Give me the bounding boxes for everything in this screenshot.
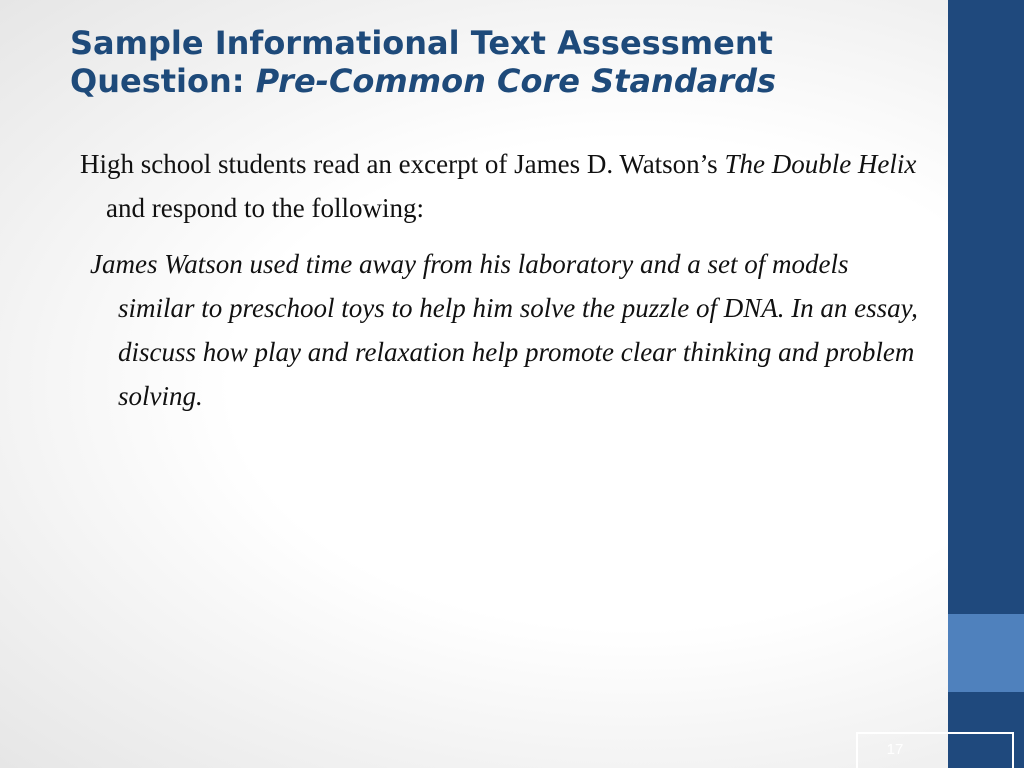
intro-text-after: and respond to the following: (106, 193, 424, 223)
slide-number: 17 (886, 741, 904, 758)
book-title: The Double Helix (724, 149, 917, 179)
intro-text-before: High school students read an excerpt of James D. Watson’s (80, 149, 725, 179)
intro-paragraph (80, 142, 930, 230)
title-line-2-prefix: Question: (70, 62, 256, 100)
essay-question: James Watson used time away from his laboratory and a set of models similar to preschool toys to help him solve the puzzle of DNA. In an essay, discuss how play and relaxation help promote clear thinking and problem solving. (90, 249, 918, 411)
slide-body (80, 142, 930, 418)
sidebar-accent-block (948, 614, 1024, 692)
title-line-1: Sample Informational Text Assessment (70, 24, 773, 62)
slide-title (70, 24, 930, 100)
title-line-2-italic: Pre-Common Core Standards (255, 62, 777, 100)
